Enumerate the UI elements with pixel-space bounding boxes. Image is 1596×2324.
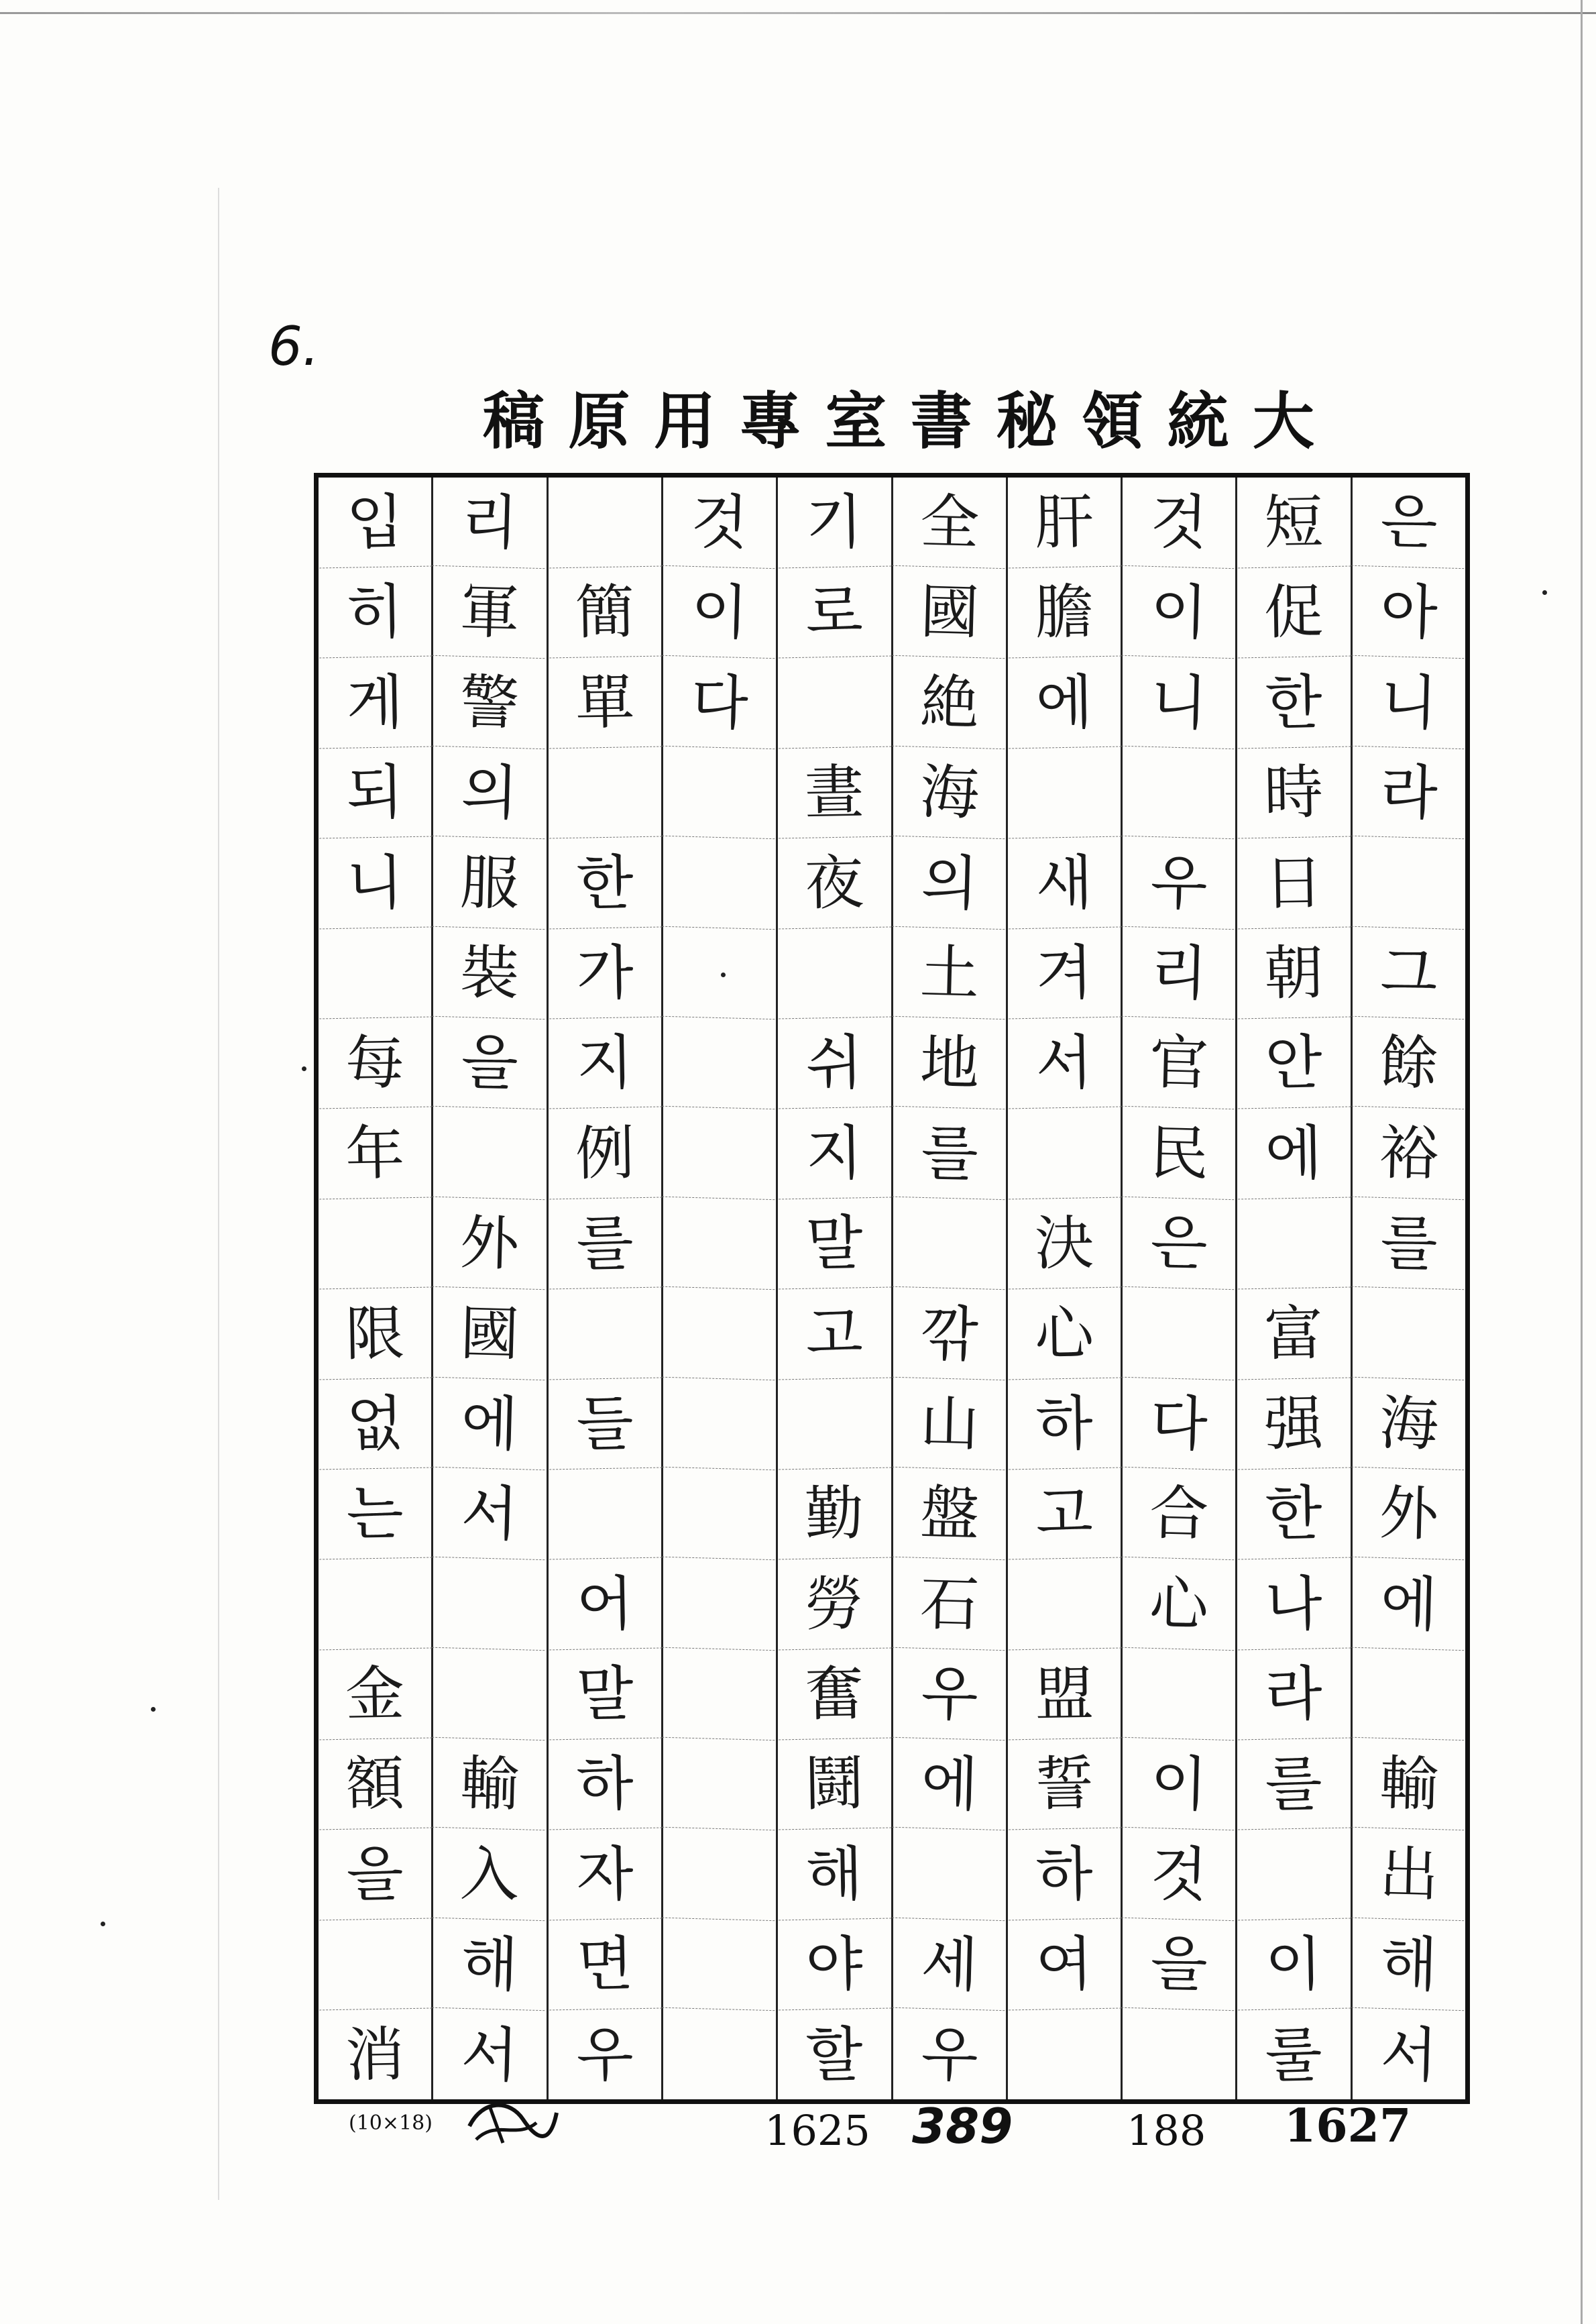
manuscript-cell: 할: [805, 2019, 864, 2090]
manuscript-cell: [1351, 1648, 1467, 1741]
manuscript-cell: 은: [1351, 476, 1467, 569]
header-title-char: 室: [825, 385, 887, 457]
manuscript-cell: 는: [318, 1468, 433, 1560]
scan-edge-left: [218, 188, 219, 2200]
manuscript-cell: 은: [1121, 1197, 1237, 1290]
manuscript-cell: [662, 1558, 777, 1651]
manuscript-cell: [662, 1738, 777, 1831]
manuscript-cell: 자: [547, 1828, 662, 1920]
manuscript-cell: 外: [433, 1197, 548, 1290]
header-title-char: 書: [910, 385, 972, 457]
manuscript-cell: [547, 1288, 662, 1380]
manuscript-cell: 해: [777, 1828, 892, 1920]
handwritten-signature: [463, 2093, 563, 2153]
manuscript-cell: 服: [433, 836, 548, 930]
manuscript-cell: 세: [892, 1918, 1007, 2011]
manuscript-column: [661, 478, 776, 2099]
manuscript-cell: 들: [547, 1378, 662, 1470]
header-title-char: 秘: [996, 385, 1058, 457]
manuscript-cell: 簡: [547, 567, 662, 659]
header-title-char: 用: [654, 385, 716, 457]
manuscript-cell: [777, 927, 892, 1019]
manuscript-cell: 것: [662, 476, 777, 569]
manuscript-cell: [892, 1197, 1007, 1290]
manuscript-cell: 勤: [777, 1468, 892, 1560]
manuscript-cell: 서: [1007, 1017, 1122, 1109]
manuscript-cell: 의: [892, 836, 1007, 930]
manuscript-cell: [892, 1828, 1007, 1922]
manuscript-column: [1235, 478, 1350, 2099]
manuscript-cell: 니: [1121, 657, 1237, 750]
manuscript-cell: 기: [777, 477, 892, 569]
manuscript-cell: 單: [547, 657, 662, 749]
manuscript-cell: 룰: [1265, 2019, 1323, 2090]
manuscript-cell: [662, 836, 777, 930]
manuscript-cell: 國: [433, 1287, 548, 1380]
grid-size-label: (10×18): [349, 2111, 433, 2135]
manuscript-grid: [314, 473, 1470, 2104]
manuscript-cell: 例: [547, 1107, 662, 1199]
manuscript-cell: 그: [1351, 927, 1467, 1020]
manuscript-cell: 서: [460, 2019, 520, 2090]
manuscript-cell: 하: [547, 1738, 662, 1830]
manuscript-cell: [433, 1558, 548, 1651]
manuscript-cell: 土: [892, 927, 1007, 1020]
manuscript-column: [547, 478, 661, 2099]
manuscript-cell: 겨: [1007, 927, 1122, 1019]
manuscript-cell: 勞: [777, 1558, 892, 1650]
manuscript-cell: 石: [892, 1558, 1007, 1651]
manuscript-cell: 短: [1237, 477, 1351, 569]
footer-number-handwritten: 389: [912, 2098, 1013, 2154]
manuscript-cell: [662, 1107, 777, 1201]
manuscript-cell: 지: [547, 1017, 662, 1109]
manuscript-cell: 다: [662, 657, 777, 750]
manuscript-cell: 에: [433, 1378, 548, 1471]
footer-number-1627: 1627: [1284, 2099, 1412, 2153]
manuscript-cell: 이: [1237, 1919, 1351, 2011]
manuscript-cell: [662, 1197, 777, 1290]
manuscript-cell: 心: [1121, 1558, 1237, 1651]
manuscript-cell: [1121, 1287, 1237, 1380]
manuscript-cell: 이: [1121, 1738, 1237, 1831]
manuscript-cell: 하: [1007, 1828, 1122, 1920]
manuscript-column: [1351, 478, 1465, 2099]
manuscript-cell: [547, 477, 662, 569]
manuscript-cell: 지: [777, 1107, 892, 1199]
manuscript-cell: [662, 927, 777, 1020]
manuscript-cell: [318, 927, 433, 1019]
footer-number-188: 188: [1127, 2106, 1206, 2155]
manuscript-cell: [662, 2008, 777, 2101]
manuscript-cell: 富: [1237, 1288, 1351, 1380]
manuscript-cell: 말: [777, 1198, 892, 1290]
manuscript-cell: 안: [1237, 1017, 1351, 1109]
manuscript-cell: 우: [575, 2019, 634, 2090]
manuscript-cell: 서: [433, 1468, 548, 1561]
manuscript-cell: 決: [1007, 1198, 1122, 1290]
manuscript-cell: 外: [1351, 1468, 1467, 1561]
manuscript-cell: [662, 746, 777, 840]
manuscript-cell: 이: [1121, 566, 1237, 659]
manuscript-cell: 서: [1379, 2019, 1438, 2090]
manuscript-cell: 誓: [1007, 1738, 1122, 1830]
manuscript-cell: 한: [1237, 657, 1351, 749]
manuscript-column: [319, 478, 431, 2099]
manuscript-cell: [662, 1828, 777, 1922]
scan-edge-right: [1581, 0, 1583, 2324]
manuscript-cell: 鬪: [777, 1738, 892, 1830]
manuscript-cell: 를: [1351, 1197, 1467, 1290]
manuscript-cell: 를: [892, 1107, 1007, 1201]
manuscript-cell: 가: [547, 927, 662, 1019]
manuscript-cell: 해: [1351, 1918, 1467, 2011]
manuscript-cell: 새: [1007, 837, 1122, 929]
manuscript-cell: 것: [1121, 1828, 1237, 1922]
manuscript-cell: 니: [1351, 657, 1467, 750]
manuscript-cell: [433, 1648, 548, 1741]
manuscript-cell: [662, 1287, 777, 1380]
manuscript-cell: 時: [1237, 747, 1351, 839]
manuscript-cell: 警: [433, 657, 548, 750]
manuscript-cell: 額: [318, 1738, 433, 1830]
manuscript-cell: 海: [892, 746, 1007, 840]
header-title-char: 稿: [483, 385, 545, 457]
manuscript-cell: 晝: [777, 747, 892, 839]
header-title-char: 原: [568, 385, 630, 457]
manuscript-cell: 膽: [1007, 567, 1122, 659]
manuscript-cell: 盟: [1007, 1649, 1122, 1740]
manuscript-cell: 絶: [892, 657, 1007, 750]
manuscript-cell: 心: [1007, 1288, 1122, 1380]
manuscript-cell: 이: [662, 566, 777, 659]
manuscript-cell: [662, 1918, 777, 2011]
manuscript-cell: [318, 1198, 433, 1290]
manuscript-cell: 年: [318, 1107, 433, 1199]
manuscript-cell: 에: [1237, 1107, 1351, 1199]
manuscript-cell: 쉬: [777, 1017, 892, 1109]
manuscript-cell: 히: [318, 567, 433, 659]
manuscript-cell: 民: [1121, 1107, 1237, 1201]
manuscript-cell: 限: [318, 1288, 433, 1380]
manuscript-cell: [1121, 746, 1237, 840]
manuscript-cell: [547, 747, 662, 839]
manuscript-cell: [1121, 2008, 1237, 2101]
manuscript-cell: 을: [1121, 1918, 1237, 2011]
scan-speck: [1542, 590, 1547, 595]
manuscript-cell: 朝: [1237, 927, 1351, 1019]
manuscript-cell: [1351, 1287, 1467, 1380]
manuscript-cell: 國: [892, 566, 1007, 659]
manuscript-cell: 奮: [777, 1649, 892, 1740]
manuscript-cell: 輸: [1351, 1738, 1467, 1831]
header-title-char: 大: [1252, 385, 1314, 457]
manuscript-cell: 를: [547, 1198, 662, 1290]
manuscript-cell: 여: [1007, 1919, 1122, 2011]
manuscript-cell: [1237, 1828, 1351, 1920]
manuscript-cell: 해: [433, 1918, 548, 2011]
manuscript-cell: 고: [1007, 1468, 1122, 1560]
manuscript-cell: 裝: [433, 927, 548, 1020]
scan-edge-top: [0, 12, 1596, 14]
manuscript-cell: [662, 1648, 777, 1741]
manuscript-cell: 官: [1121, 1017, 1237, 1110]
manuscript-cell: [777, 1378, 892, 1470]
scan-speck: [302, 1066, 306, 1071]
manuscript-cell: 되: [318, 747, 433, 839]
manuscript-cell: [662, 1017, 777, 1110]
manuscript-cell: 니: [318, 837, 433, 929]
manuscript-cell: 로: [777, 567, 892, 659]
manuscript-cell: [318, 1558, 433, 1650]
manuscript-cell: 것: [1121, 476, 1237, 569]
manuscript-cell: 에: [1351, 1558, 1467, 1651]
manuscript-cell: 고: [777, 1288, 892, 1380]
manuscript-cell: 海: [1351, 1378, 1467, 1471]
manuscript-cell: [433, 1107, 548, 1201]
manuscript-cell: 入: [433, 1828, 548, 1922]
manuscript-cell: 裕: [1351, 1107, 1467, 1201]
manuscript-cell: 을: [318, 1828, 433, 1920]
manuscript-cell: 우: [919, 2019, 979, 2090]
manuscript-cell: 에: [1007, 657, 1122, 749]
footer-number-1625: 1625: [764, 2106, 870, 2155]
manuscript-cell: 입: [318, 477, 433, 569]
header-title-char: 領: [1081, 385, 1143, 457]
manuscript-cell: [1237, 1198, 1351, 1290]
scan-speck: [151, 1707, 156, 1712]
manuscript-cell: 每: [318, 1017, 433, 1109]
manuscript-cell: 出: [1351, 1828, 1467, 1922]
manuscript-cell: 輸: [433, 1738, 548, 1831]
manuscript-cell: 促: [1237, 567, 1351, 659]
manuscript-cell: 를: [1237, 1738, 1351, 1830]
manuscript-cell: 全: [892, 476, 1007, 569]
manuscript-cell: [662, 1468, 777, 1561]
manuscript-cell: 合: [1121, 1468, 1237, 1561]
manuscript-cell: 强: [1237, 1378, 1351, 1470]
manuscript-cell: 없: [318, 1378, 433, 1470]
manuscript-cell: 夜: [777, 837, 892, 929]
manuscript-cell: 라: [1351, 746, 1467, 840]
manuscript-cell: 餘: [1351, 1017, 1467, 1110]
header-title-char: 專: [739, 385, 801, 457]
manuscript-cell: 말: [547, 1649, 662, 1740]
manuscript-cell: [662, 1378, 777, 1471]
manuscript-cell: 리: [1121, 927, 1237, 1020]
manuscript-cell: 地: [892, 1017, 1007, 1110]
manuscript-column: [776, 478, 891, 2099]
manuscript-cell: 消: [345, 2019, 406, 2090]
manuscript-cell: 게: [318, 657, 433, 749]
manuscript-cell: [1121, 1648, 1237, 1741]
manuscript-cell: 한: [1237, 1468, 1351, 1560]
manuscript-cell: 盤: [892, 1468, 1007, 1561]
manuscript-cell: 하: [1007, 1378, 1122, 1470]
manuscript-cell: 나: [1237, 1558, 1351, 1650]
manuscript-cell: 어: [547, 1558, 662, 1650]
manuscript-cell: 의: [433, 746, 548, 840]
manuscript-cell: [1007, 747, 1122, 839]
manuscript-cell: 한: [547, 837, 662, 929]
manuscript-cell: [1351, 836, 1467, 930]
manuscript-cell: 日: [1237, 837, 1351, 929]
header-title: [483, 372, 1314, 461]
manuscript-column: [431, 478, 546, 2099]
manuscript-column: [1121, 478, 1235, 2099]
manuscript-cell: 면: [547, 1919, 662, 2011]
manuscript-cell: 아: [1351, 566, 1467, 659]
scan-speck: [101, 1922, 105, 1926]
manuscript-cell: 에: [892, 1738, 1007, 1831]
manuscript-cell: 깎: [892, 1287, 1007, 1380]
scan-speck: [721, 973, 726, 977]
manuscript-cell: 리: [433, 476, 548, 569]
manuscript-column: [1006, 478, 1121, 2099]
manuscript-cell: 軍: [433, 566, 548, 659]
page-number: 6.: [268, 315, 320, 378]
manuscript-cell: 다: [1121, 1378, 1237, 1471]
manuscript-cell: 을: [433, 1017, 548, 1110]
manuscript-column: [891, 478, 1006, 2099]
manuscript-cell: 야: [777, 1919, 892, 2011]
manuscript-cell: [547, 1468, 662, 1560]
manuscript-cell: 우: [1121, 836, 1237, 930]
manuscript-cell: 山: [892, 1378, 1007, 1471]
manuscript-cell: 金: [318, 1649, 433, 1740]
manuscript-cell: [777, 657, 892, 749]
manuscript-cell: [1007, 2009, 1122, 2100]
manuscript-cell: 라: [1237, 1649, 1351, 1740]
manuscript-cell: 우: [892, 1648, 1007, 1741]
manuscript-cell: [1007, 1558, 1122, 1650]
header-title-char: 統: [1167, 385, 1229, 457]
manuscript-cell: [318, 1919, 433, 2011]
manuscript-cell: 肝: [1007, 477, 1122, 569]
manuscript-cell: [1007, 1107, 1122, 1199]
